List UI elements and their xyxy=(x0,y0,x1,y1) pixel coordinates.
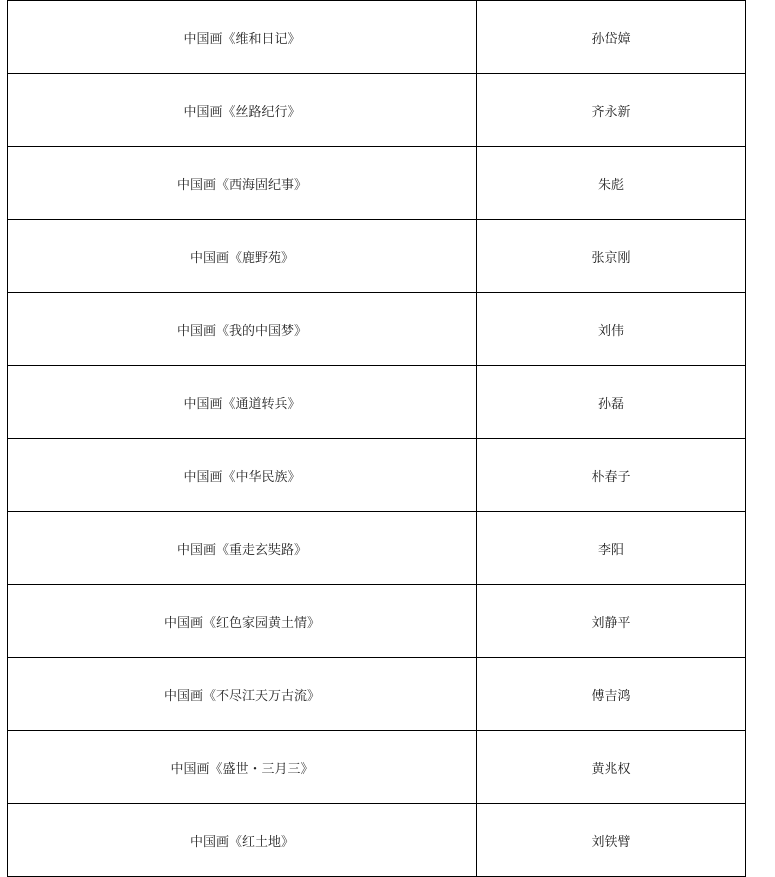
artist-name: 张京刚 xyxy=(477,220,746,293)
table-row xyxy=(8,512,746,585)
artist-name: 孙磊 xyxy=(477,366,746,439)
table-row xyxy=(8,74,746,147)
artist-name: 黄兆权 xyxy=(477,731,746,804)
artwork-title: 中国画《盛世・三月三》 xyxy=(8,731,477,804)
artwork-title: 中国画《红色家园黄土情》 xyxy=(8,585,477,658)
table-row xyxy=(8,293,746,366)
artist-name: 傅吉鸿 xyxy=(477,658,746,731)
table-row xyxy=(8,658,746,731)
artwork-title: 中国画《我的中国梦》 xyxy=(8,293,477,366)
table-row xyxy=(8,366,746,439)
artwork-title: 中国画《不尽江天万古流》 xyxy=(8,658,477,731)
artist-name: 刘铁臂 xyxy=(477,804,746,877)
table-row xyxy=(8,731,746,804)
artist-name: 齐永新 xyxy=(477,74,746,147)
table-row xyxy=(8,804,746,877)
artwork-title: 中国画《通道转兵》 xyxy=(8,366,477,439)
artworks-table-body xyxy=(8,1,746,877)
artwork-title: 中国画《中华民族》 xyxy=(8,439,477,512)
table-row xyxy=(8,439,746,512)
artwork-title: 中国画《西海固纪事》 xyxy=(8,147,477,220)
artwork-title: 中国画《维和日记》 xyxy=(8,1,477,74)
artist-name: 朴春子 xyxy=(477,439,746,512)
table-row xyxy=(8,220,746,293)
artworks-table xyxy=(7,0,746,877)
artist-name: 孙岱嫜 xyxy=(477,1,746,74)
table-row xyxy=(8,585,746,658)
artwork-title: 中国画《重走玄奘路》 xyxy=(8,512,477,585)
artwork-title: 中国画《红土地》 xyxy=(8,804,477,877)
artist-name: 刘静平 xyxy=(477,585,746,658)
artist-name: 刘伟 xyxy=(477,293,746,366)
artwork-title: 中国画《丝路纪行》 xyxy=(8,74,477,147)
artist-name: 李阳 xyxy=(477,512,746,585)
artwork-title: 中国画《鹿野苑》 xyxy=(8,220,477,293)
table-row xyxy=(8,1,746,74)
artist-name: 朱彪 xyxy=(477,147,746,220)
table-row xyxy=(8,147,746,220)
